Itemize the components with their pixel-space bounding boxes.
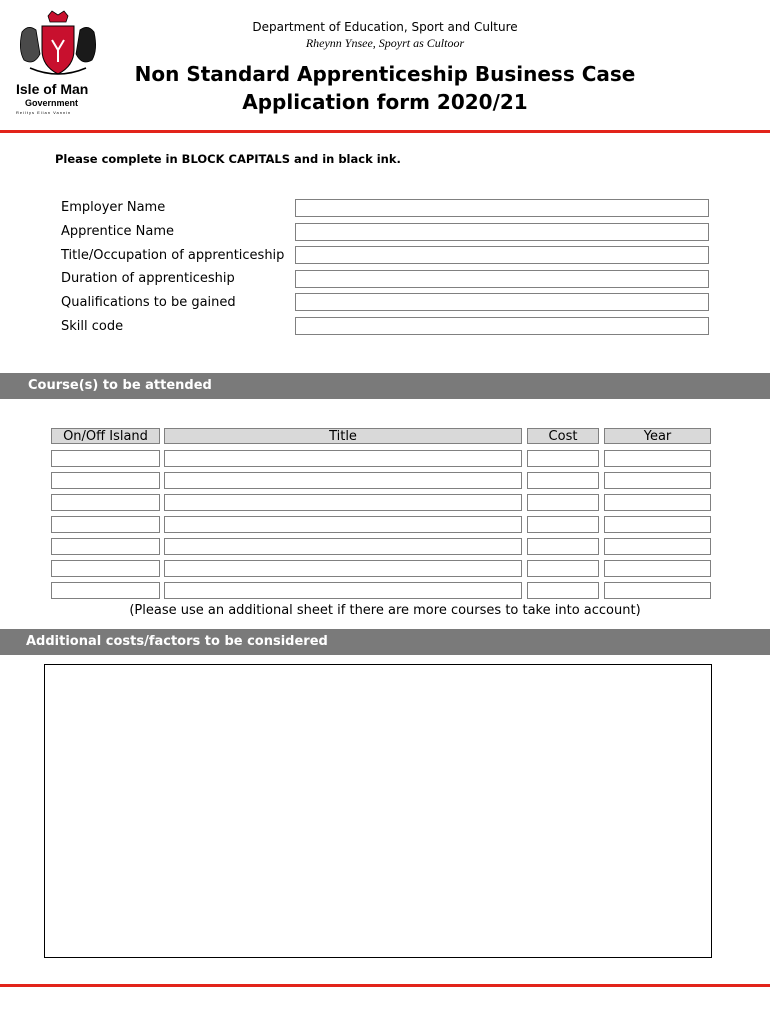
logo-subtext: Government [25,98,79,108]
courses-section-heading: Course(s) to be attended [0,373,770,399]
page-title [110,60,660,116]
course-cell-title[interactable] [164,582,522,599]
course-cell-year[interactable] [604,494,711,511]
column-header-title: Title [164,428,522,444]
course-cell-cost[interactable] [527,450,599,467]
column-header-on-off-island: On/Off Island [51,428,160,444]
course-cell-title[interactable] [164,494,522,511]
duration-label: Duration of apprenticeship [61,271,235,286]
title-line-2: Application form 2020/21 [242,90,528,114]
footer-divider [0,984,770,987]
course-cell-on-off-island[interactable] [51,472,160,489]
employer-name-field[interactable] [295,199,709,217]
employer-name-label: Employer Name [61,200,166,215]
course-cell-cost[interactable] [527,582,599,599]
skill-code-label: Skill code [61,319,124,334]
course-cell-cost[interactable] [527,472,599,489]
department-name: Department of Education, Sport and Culture [252,20,518,34]
course-cell-title[interactable] [164,472,522,489]
course-cell-on-off-island[interactable] [51,494,160,511]
additional-sheet-note: (Please use an additional sheet if there are more courses to take into account) [129,603,641,618]
column-header-year: Year [604,428,711,444]
header-divider [0,130,770,133]
apprentice-name-label: Apprentice Name [61,224,175,239]
isle-of-man-government-logo [12,10,104,118]
logo-motto: Reiltys Ellan Vannin [16,110,72,115]
occupation-field[interactable] [295,246,709,264]
course-cell-on-off-island[interactable] [51,450,160,467]
title-line-1: Non Standard Apprenticeship Business Case [134,62,636,86]
skill-code-field[interactable] [295,317,709,335]
additional-costs-textarea[interactable] [44,664,712,958]
department-name-manx: Rheynn Ynsee, Spoyrt as Cultoor [305,36,465,50]
logo-text: Isle of Man [16,81,89,97]
course-cell-cost[interactable] [527,516,599,533]
course-cell-year[interactable] [604,582,711,599]
course-cell-year[interactable] [604,516,711,533]
course-cell-cost[interactable] [527,494,599,511]
duration-field[interactable] [295,270,709,288]
additional-costs-heading: Additional costs/factors to be considered [0,629,770,655]
course-cell-cost[interactable] [527,538,599,555]
course-cell-year[interactable] [604,472,711,489]
course-cell-year[interactable] [604,560,711,577]
course-cell-on-off-island[interactable] [51,560,160,577]
qualifications-label: Qualifications to be gained [61,295,236,310]
course-cell-year[interactable] [604,450,711,467]
instruction-text: Please complete in BLOCK CAPITALS and in black ink. [55,152,401,166]
course-cell-title[interactable] [164,560,522,577]
course-cell-on-off-island[interactable] [51,582,160,599]
course-cell-year[interactable] [604,538,711,555]
course-cell-title[interactable] [164,450,522,467]
course-cell-title[interactable] [164,538,522,555]
qualifications-field[interactable] [295,293,709,311]
course-cell-title[interactable] [164,516,522,533]
course-cell-on-off-island[interactable] [51,538,160,555]
course-cell-cost[interactable] [527,560,599,577]
coat-of-arms-icon [12,10,104,118]
apprentice-name-field[interactable] [295,223,709,241]
course-cell-on-off-island[interactable] [51,516,160,533]
column-header-cost: Cost [527,428,599,444]
occupation-label: Title/Occupation of apprenticeship [61,248,285,263]
